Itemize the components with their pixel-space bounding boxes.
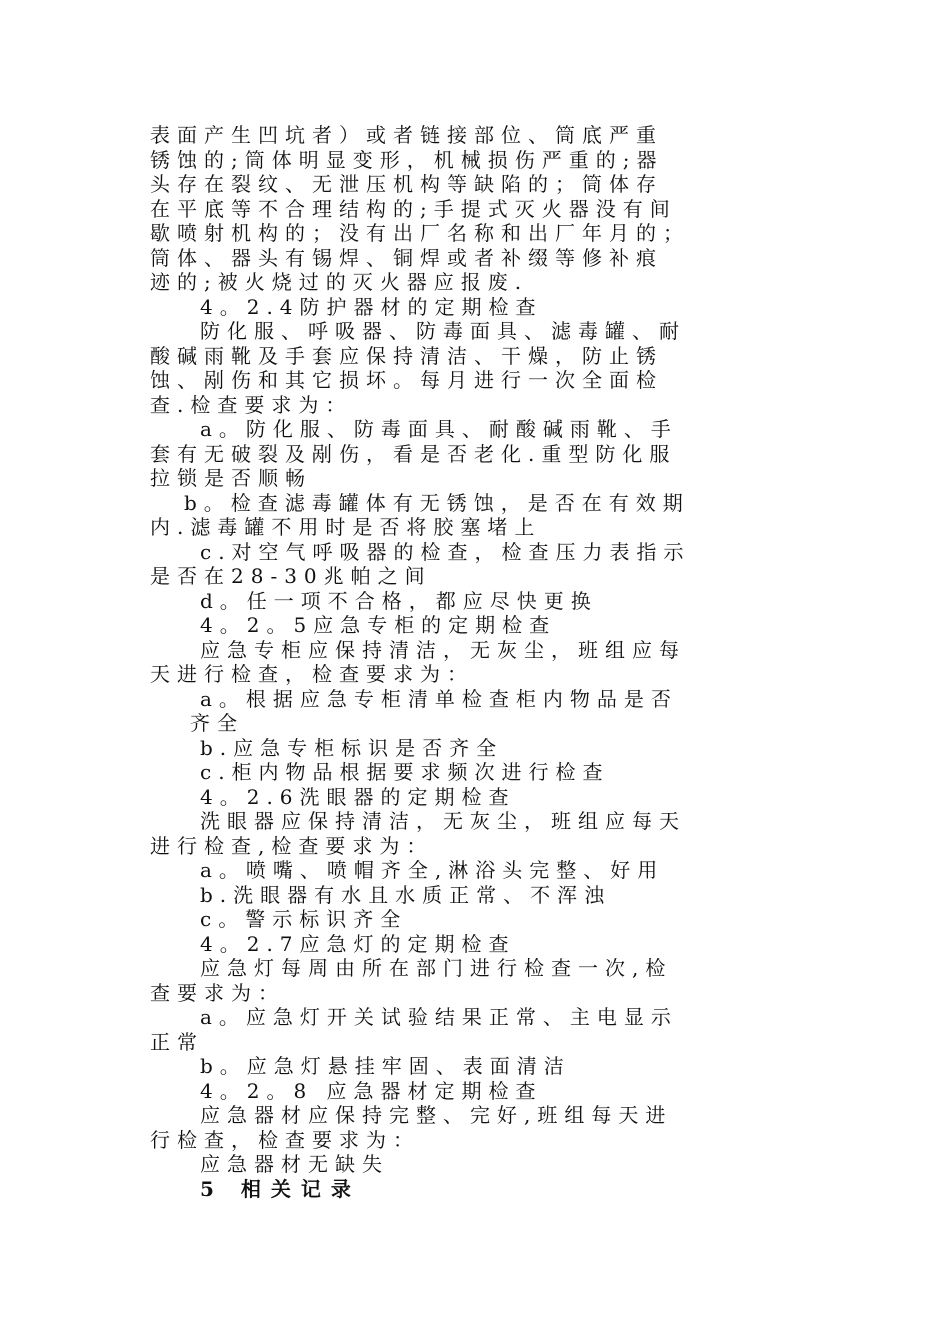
- subsection-heading: 4。2。8 应急器材定期检查: [200, 1078, 543, 1103]
- text-line: 天进行检查，检查要求为：: [150, 662, 474, 686]
- subsection-heading: 4。2。5应急专柜的定期检查: [200, 613, 557, 637]
- text-line: 表面产生凹坑者）或者链接部位、筒底严重: [150, 123, 663, 147]
- list-item: b。检查滤毒罐体有无锈蚀，是否在有效期: [184, 490, 690, 515]
- text-line: 酸碱雨靴及手套应保持清洁、干燥，防止锈: [150, 343, 663, 368]
- subsection-heading: 4。2.6洗眼器的定期检查: [200, 784, 516, 809]
- text-line: 齐全: [190, 711, 244, 735]
- text-line: 蚀、剐伤和其它损坏。每月进行一次全面检: [150, 368, 663, 392]
- text-line: 在平底等不合理结构的;手提式灭火器没有间: [150, 196, 677, 221]
- list-item: a。应急灯开关试验结果正常、主电显示: [200, 1005, 678, 1029]
- text-line: 查.检查要求为：: [150, 392, 353, 417]
- text-line: 锈蚀的;筒体明显变形，机械损伤严重的;器: [150, 147, 664, 172]
- text-line: 内.滤毒罐不用时是否将胶塞堵上: [150, 515, 542, 539]
- text-line: 迹的;被火烧过的灭火器应报废.: [150, 270, 529, 294]
- list-item: b。应急灯悬挂牢固、表面清洁: [200, 1054, 571, 1078]
- text-line: 洗眼器应保持清洁，无灰尘，班组应每天: [200, 809, 686, 833]
- subsection-heading: 4。2.4防护器材的定期检查: [200, 294, 543, 319]
- list-item: c。警示标识齐全: [200, 907, 408, 931]
- list-item: c.对空气呼吸器的检查，检查压力表指示: [200, 539, 691, 564]
- list-item: c.柜内物品根据要求频次进行检查: [200, 760, 610, 784]
- text-line: 应急灯每周由所在部门进行检查一次,检: [200, 956, 673, 980]
- text-line: 行检查，检查要求为：: [150, 1127, 420, 1152]
- text-line: 头存在裂纹、无泄压机构等缺陷的；筒体存: [150, 172, 663, 196]
- text-line: 筒体、器头有锡焊、铜焊或者补缀等修补痕: [150, 245, 663, 270]
- text-line: 查要求为：: [150, 980, 285, 1005]
- text-line: 正常: [150, 1029, 204, 1054]
- text-line: 应急器材应保持完整、完好,班组每天进: [200, 1103, 673, 1127]
- section-heading: 5 相关记录: [200, 1176, 361, 1201]
- list-item: d。任一项不合格，都应尽快更换: [200, 588, 598, 613]
- list-item: b.应急专柜标识是否齐全: [200, 735, 504, 760]
- text-line: 进行检查,检查要求为：: [150, 833, 434, 858]
- list-item: a。根据应急专柜清单检查柜内物品是否: [200, 686, 678, 711]
- document-body: [150, 123, 795, 1201]
- text-line: 应急器材无缺失: [200, 1152, 389, 1176]
- text-line: 歇喷射机构的；没有出厂名称和出厂年月的；: [150, 221, 690, 245]
- list-item: b.洗眼器有水且水质正常、不浑浊: [200, 882, 612, 907]
- text-line: 防化服、呼吸器、防毒面具、滤毒罐、耐: [200, 319, 686, 343]
- text-line: 套有无破裂及剐伤，看是否老化.重型防化服: [150, 441, 677, 466]
- list-item: a。防化服、防毒面具、耐酸碱雨靴、手: [200, 417, 678, 441]
- text-line: 应急专柜应保持清洁，无灰尘，班组应每: [200, 637, 686, 662]
- subsection-heading: 4。2.7应急灯的定期检查: [200, 931, 516, 956]
- text-line: 拉锁是否顺畅: [150, 466, 312, 490]
- list-item: a。喷嘴、喷帽齐全,淋浴头完整、好用: [200, 858, 665, 882]
- text-line: 是否在28-30兆帕之间: [150, 564, 432, 588]
